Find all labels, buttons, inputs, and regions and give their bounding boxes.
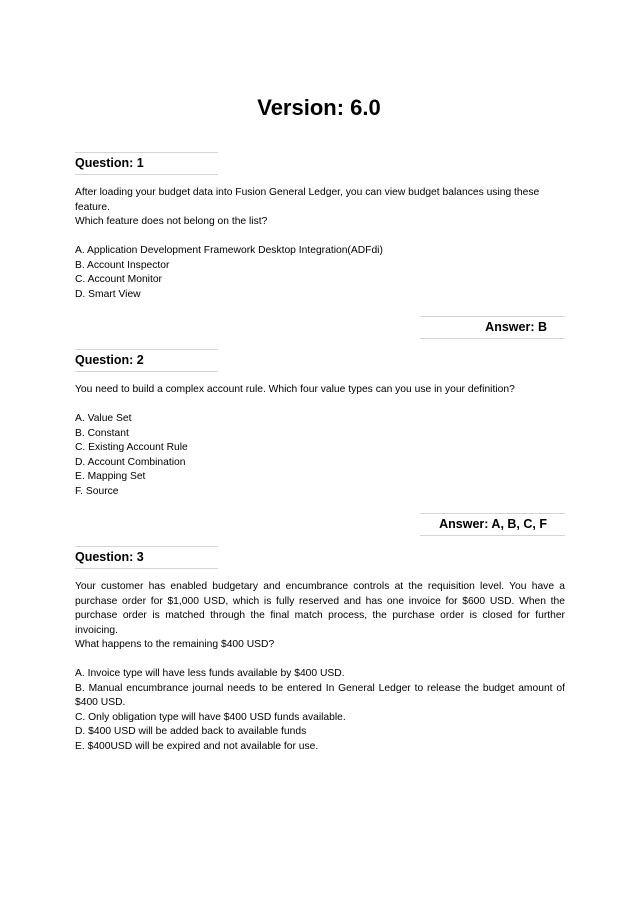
answer-option: C. Only obligation type will have $400 USD funds available.: [75, 711, 346, 723]
question-header: Question: 1: [75, 152, 218, 175]
question-body: [75, 186, 565, 302]
answer-option: A. Value Set: [75, 413, 132, 424]
question-body: [75, 580, 565, 754]
question-prompt: You need to build a complex account rule. Which four value types can you use in your definition?: [75, 384, 515, 395]
answer-label: Answer: A, B, C, F: [420, 513, 565, 536]
question-header: Question: 2: [75, 349, 218, 372]
question-body: [75, 383, 565, 499]
question-prompt: After loading your budget data into Fusion General Ledger, you can view budget balances using these feature.: [75, 187, 540, 213]
answer-option: D. $400 USD will be added back to available funds: [75, 726, 307, 737]
answer-option: F. Source: [75, 485, 119, 497]
question-block-2: [75, 349, 565, 499]
question-prompt: Your customer has enabled budgetary and encumbrance controls at the requisition level. You have a purchase order for $1,000 USD, which is fully reserved and has one invoice for $600 USD. When the purchase order is matched through the final match process, the purchase order is closed for further invoicing.: [75, 581, 565, 636]
question-header: Question: 3: [75, 546, 218, 569]
answer-option: B. Manual encumbrance journal needs to be entered In General Ledger to release the budget amount of $400 USD.: [75, 682, 565, 708]
answer-option: B. Constant: [75, 427, 129, 439]
answer-option: D. Smart View: [75, 288, 141, 300]
question-block-3: [75, 546, 565, 754]
version-title: Version: 6.0: [257, 95, 381, 120]
answer-option: B. Account Inspector: [75, 259, 170, 271]
answer-option: A. Invoice type will have less funds available by $400 USD.: [75, 668, 345, 679]
answer-label: Answer: B: [420, 316, 565, 339]
answer-option: E. $400USD will be expired and not available for use.: [75, 740, 319, 752]
question-prompt: What happens to the remaining $400 USD?: [75, 639, 275, 650]
question-block-1: [75, 152, 565, 302]
question-prompt: Which feature does not belong on the list?: [75, 216, 268, 227]
answer-option: C. Account Monitor: [75, 274, 162, 285]
answer-option: E. Mapping Set: [75, 471, 146, 482]
answer-option: A. Application Development Framework Desktop Integration(ADFdi): [75, 245, 383, 256]
answer-option: D. Account Combination: [75, 456, 186, 468]
answer-option: C. Existing Account Rule: [75, 442, 188, 453]
